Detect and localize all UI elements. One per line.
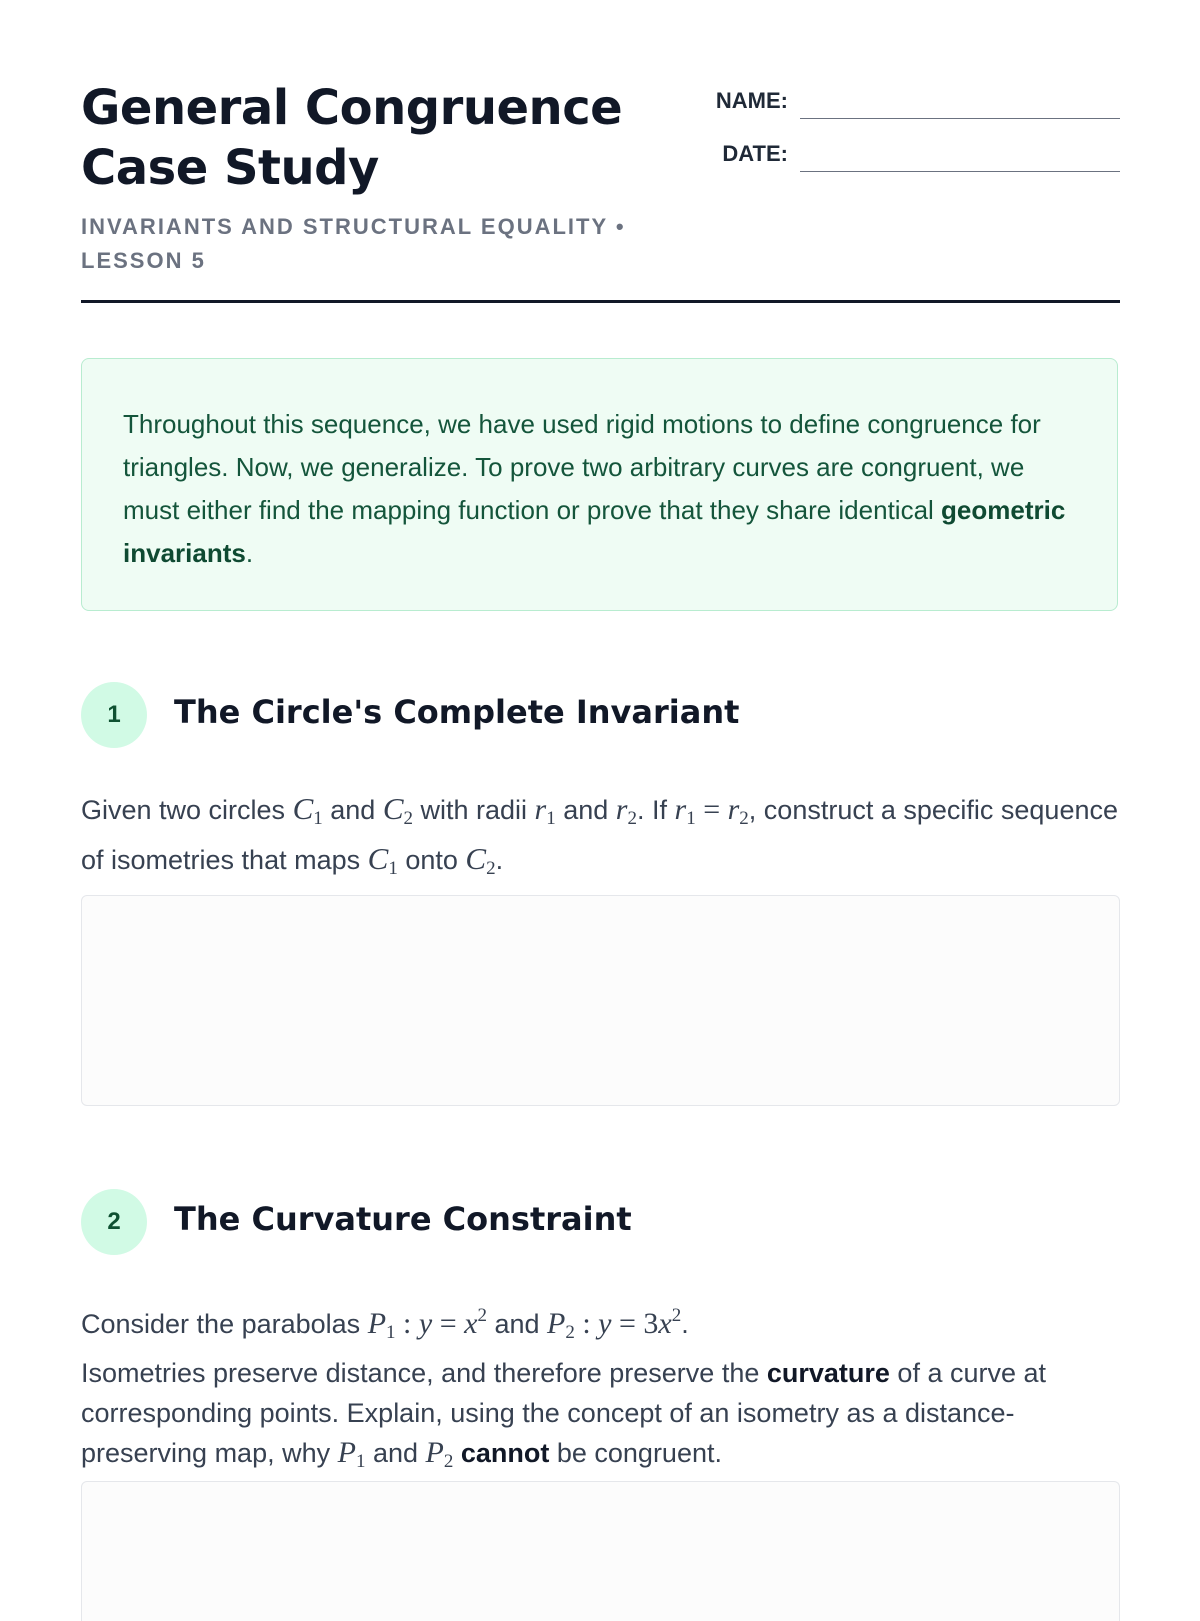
prompt-bold-term: cannot <box>460 1438 550 1468</box>
prompt-text: and <box>365 1438 426 1468</box>
date-field[interactable] <box>800 171 1120 172</box>
prompt-text: Given two circles <box>81 795 293 825</box>
math-symbol: r <box>727 793 740 826</box>
math-symbol: x <box>464 1307 478 1340</box>
prompt-bold-term: curvature <box>766 1358 890 1388</box>
math-subscript: 2 <box>443 1451 454 1472</box>
prompt-text: , construct a specific sequence of isometries that maps <box>81 795 1118 875</box>
name-label: NAME: <box>715 88 788 113</box>
intro-bold-term: geometric invariants <box>123 495 1066 568</box>
section-title: The Circle's Complete Invariant <box>174 693 740 731</box>
section-number-badge: 1 <box>81 682 147 748</box>
math-symbol: C <box>292 791 314 826</box>
prompt-text: with radii <box>413 795 535 825</box>
math-symbol: C <box>367 841 389 876</box>
intro-text-end: . <box>245 538 254 568</box>
math-subscript: 1 <box>546 808 556 829</box>
header-divider <box>81 300 1120 303</box>
math-symbol: r <box>534 793 547 826</box>
math-symbol: P <box>367 1307 387 1340</box>
date-label: DATE: <box>722 141 788 166</box>
prompt-text: . If <box>636 795 675 825</box>
section-title: The Curvature Constraint <box>174 1200 632 1238</box>
math-symbol: C <box>465 841 487 876</box>
math-subscript: 2 <box>565 1322 575 1343</box>
math-symbol: r <box>615 793 628 826</box>
prompt-text: . <box>495 845 504 875</box>
math-subscript: 1 <box>386 1322 396 1343</box>
math-subscript: 2 <box>486 858 496 879</box>
math-operator: = <box>611 1307 644 1340</box>
prompt-text: of a curve at corresponding points. Explain, using the concept of an isometry as a distance-preserving map, why <box>81 1358 1047 1468</box>
math-operator: = <box>695 793 728 826</box>
page-subtitle: INVARIANTS AND STRUCTURAL EQUALITY • LESSON 5 <box>81 214 626 273</box>
math-symbol: r <box>674 793 687 826</box>
math-symbol: y <box>598 1307 612 1340</box>
section-number-badge: 2 <box>81 1189 147 1255</box>
prompt-text: and <box>322 795 383 825</box>
math-operator: = <box>432 1307 465 1340</box>
math-superscript: 2 <box>477 1305 487 1326</box>
prompt-text: be congruent. <box>549 1438 722 1468</box>
page-title: General Congruence Case Study <box>81 80 623 196</box>
math-symbol: y <box>418 1307 433 1340</box>
math-symbol: x <box>658 1307 672 1340</box>
prompt-text: Consider the parabolas <box>81 1309 368 1339</box>
math-subscript: 1 <box>388 858 398 879</box>
intro-text-main: Throughout this sequence, we have used rigid motions to define congruence for triangles. Now, we generalize. To prove two arbitrary curves are congruent, we must either find the mapping function or prove that they share identical <box>123 409 1041 525</box>
intro-callout <box>81 358 1118 611</box>
name-field[interactable] <box>800 118 1120 119</box>
math-operator: : <box>395 1307 419 1340</box>
math-subscript: 1 <box>313 808 323 829</box>
prompt-text: and <box>486 1309 547 1339</box>
math-operator: : <box>574 1307 599 1340</box>
section-prompt <box>81 1296 1121 1482</box>
prompt-text: and <box>555 795 616 825</box>
math-symbol: C <box>382 791 404 826</box>
math-symbol: P <box>425 1436 444 1469</box>
math-subscript: 2 <box>739 808 749 829</box>
math-superscript: 2 <box>671 1305 682 1326</box>
math-symbol: P <box>337 1436 356 1469</box>
answer-box[interactable] <box>81 895 1120 1106</box>
answer-box[interactable] <box>81 1481 1120 1621</box>
math-subscript: 1 <box>686 808 696 829</box>
intro-text <box>123 403 1077 575</box>
math-subscript: 1 <box>355 1451 366 1472</box>
prompt-text: onto <box>397 845 466 875</box>
section-prompt <box>81 789 1121 889</box>
math-subscript: 2 <box>403 808 413 829</box>
math-symbol: P <box>547 1307 566 1340</box>
prompt-text: Isometries preserve distance, and therefore preserve the <box>81 1358 767 1388</box>
math-subscript: 2 <box>627 808 637 829</box>
prompt-text: . <box>681 1309 689 1339</box>
math-number: 3 <box>643 1307 659 1340</box>
